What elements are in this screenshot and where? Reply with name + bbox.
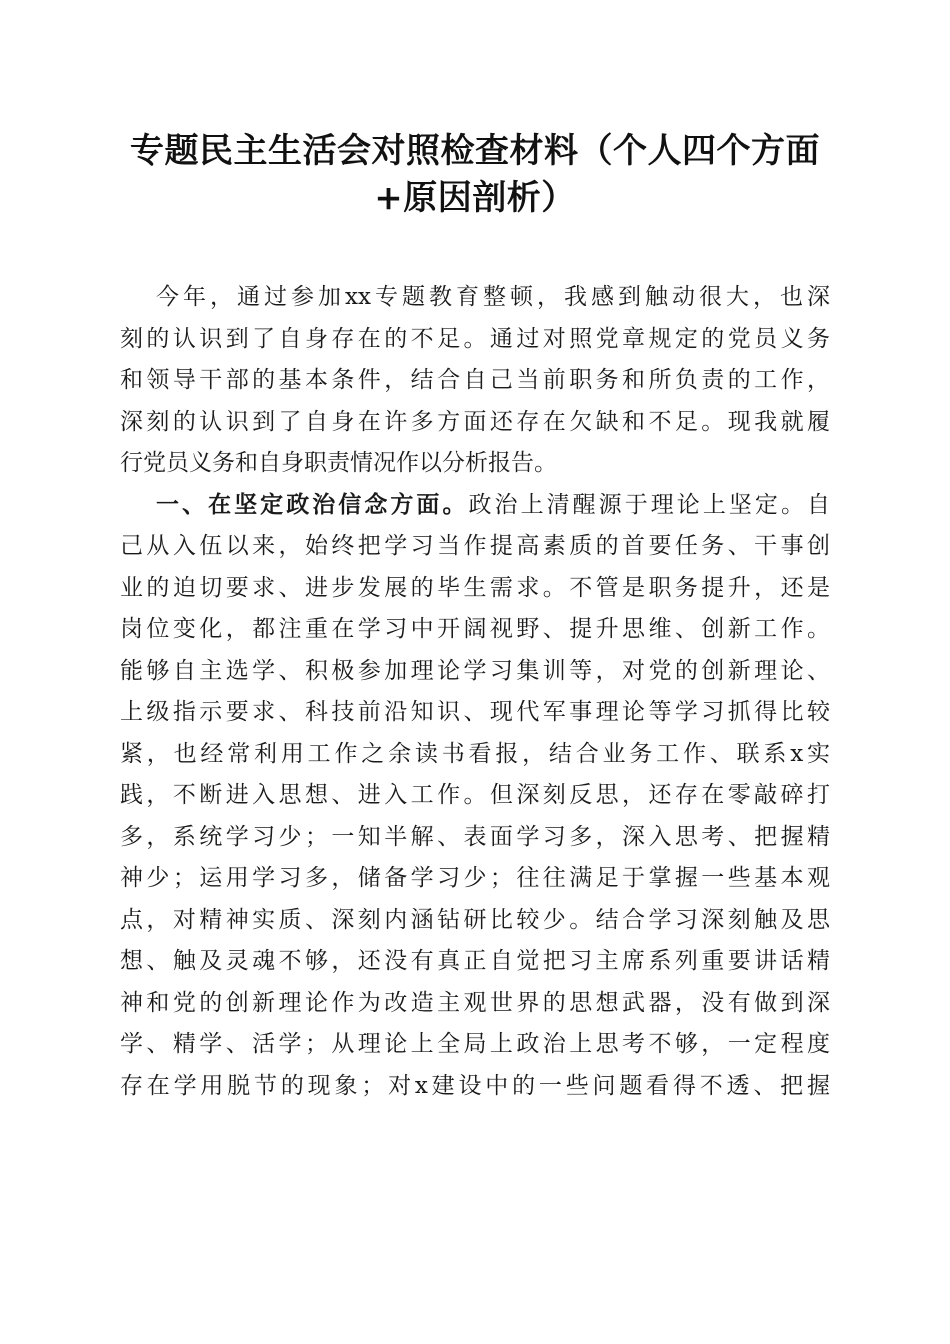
section-line: 神和党的创新理论作为改造主观世界的思想武器，没有做到深 — [120, 989, 830, 1016]
section-line: 能够自主选学、积极参加理论学习集训等，对党的创新理论、 — [120, 657, 830, 684]
document-title — [90, 128, 860, 222]
section-first-line — [120, 485, 830, 527]
title-line: +原因剖析） — [374, 178, 576, 218]
section-line: 多，系统学习少；一知半解、表面学习多，深入思考、把握精 — [120, 823, 830, 850]
section-line: 紧，也经常利用工作之余读书看报，结合业务工作、联系x实 — [120, 740, 830, 767]
section-line: 存在学用脱节的现象；对x建设中的一些问题看得不透、把握 — [120, 1072, 830, 1099]
section-line: 神少；运用学习多，储备学习少；往往满足于掌握一些基本观 — [120, 865, 830, 891]
section-line: 业的迫切要求、进步发展的毕生需求。不管是职务提升，还是 — [120, 574, 830, 601]
intro-line: 行党员义务和自身职责情况作以分析报告。 — [120, 450, 557, 476]
section-line: 岗位变化，都注重在学习中开阔视野、提升思维、创新工作。 — [120, 616, 830, 642]
section-line: 想、触及灵魂不够，还没有真正自觉把习主席系列重要讲话精 — [120, 948, 830, 974]
document-body — [120, 277, 830, 1107]
intro-line: 和领导干部的基本条件，结合自己当前职务和所负责的工作， — [120, 367, 830, 393]
intro-line: 今年，通过参加xx专题教育整顿，我感到触动很大，也深 — [156, 284, 830, 310]
section-heading: 一、在坚定政治信念方面。 — [156, 491, 469, 518]
section-line: 上级指示要求、科技前沿知识、现代军事理论等学习抓得比较 — [120, 699, 830, 725]
section-first-line-text: 政治上清醒源于理论上坚定。自 — [468, 491, 831, 518]
intro-line: 刻的认识到了自身存在的不足。通过对照党章规定的党员义务 — [120, 325, 830, 352]
section-line: 点，对精神实质、深刻内涵钻研比较少。结合学习深刻触及思 — [120, 906, 830, 933]
section-line: 己从入伍以来，始终把学习当作提高素质的首要任务、干事创 — [120, 533, 830, 559]
section-line: 践，不断进入思想、进入工作。但深刻反思，还存在零敲碎打 — [120, 782, 830, 808]
intro-line: 深刻的认识到了自身在许多方面还存在欠缺和不足。现我就履 — [120, 408, 830, 435]
title-line: 专题民主生活会对照检查材料（个人四个方面 — [130, 131, 820, 171]
section-line: 学、精学、活学；从理论上全局上政治上思考不够，一定程度 — [120, 1031, 830, 1057]
